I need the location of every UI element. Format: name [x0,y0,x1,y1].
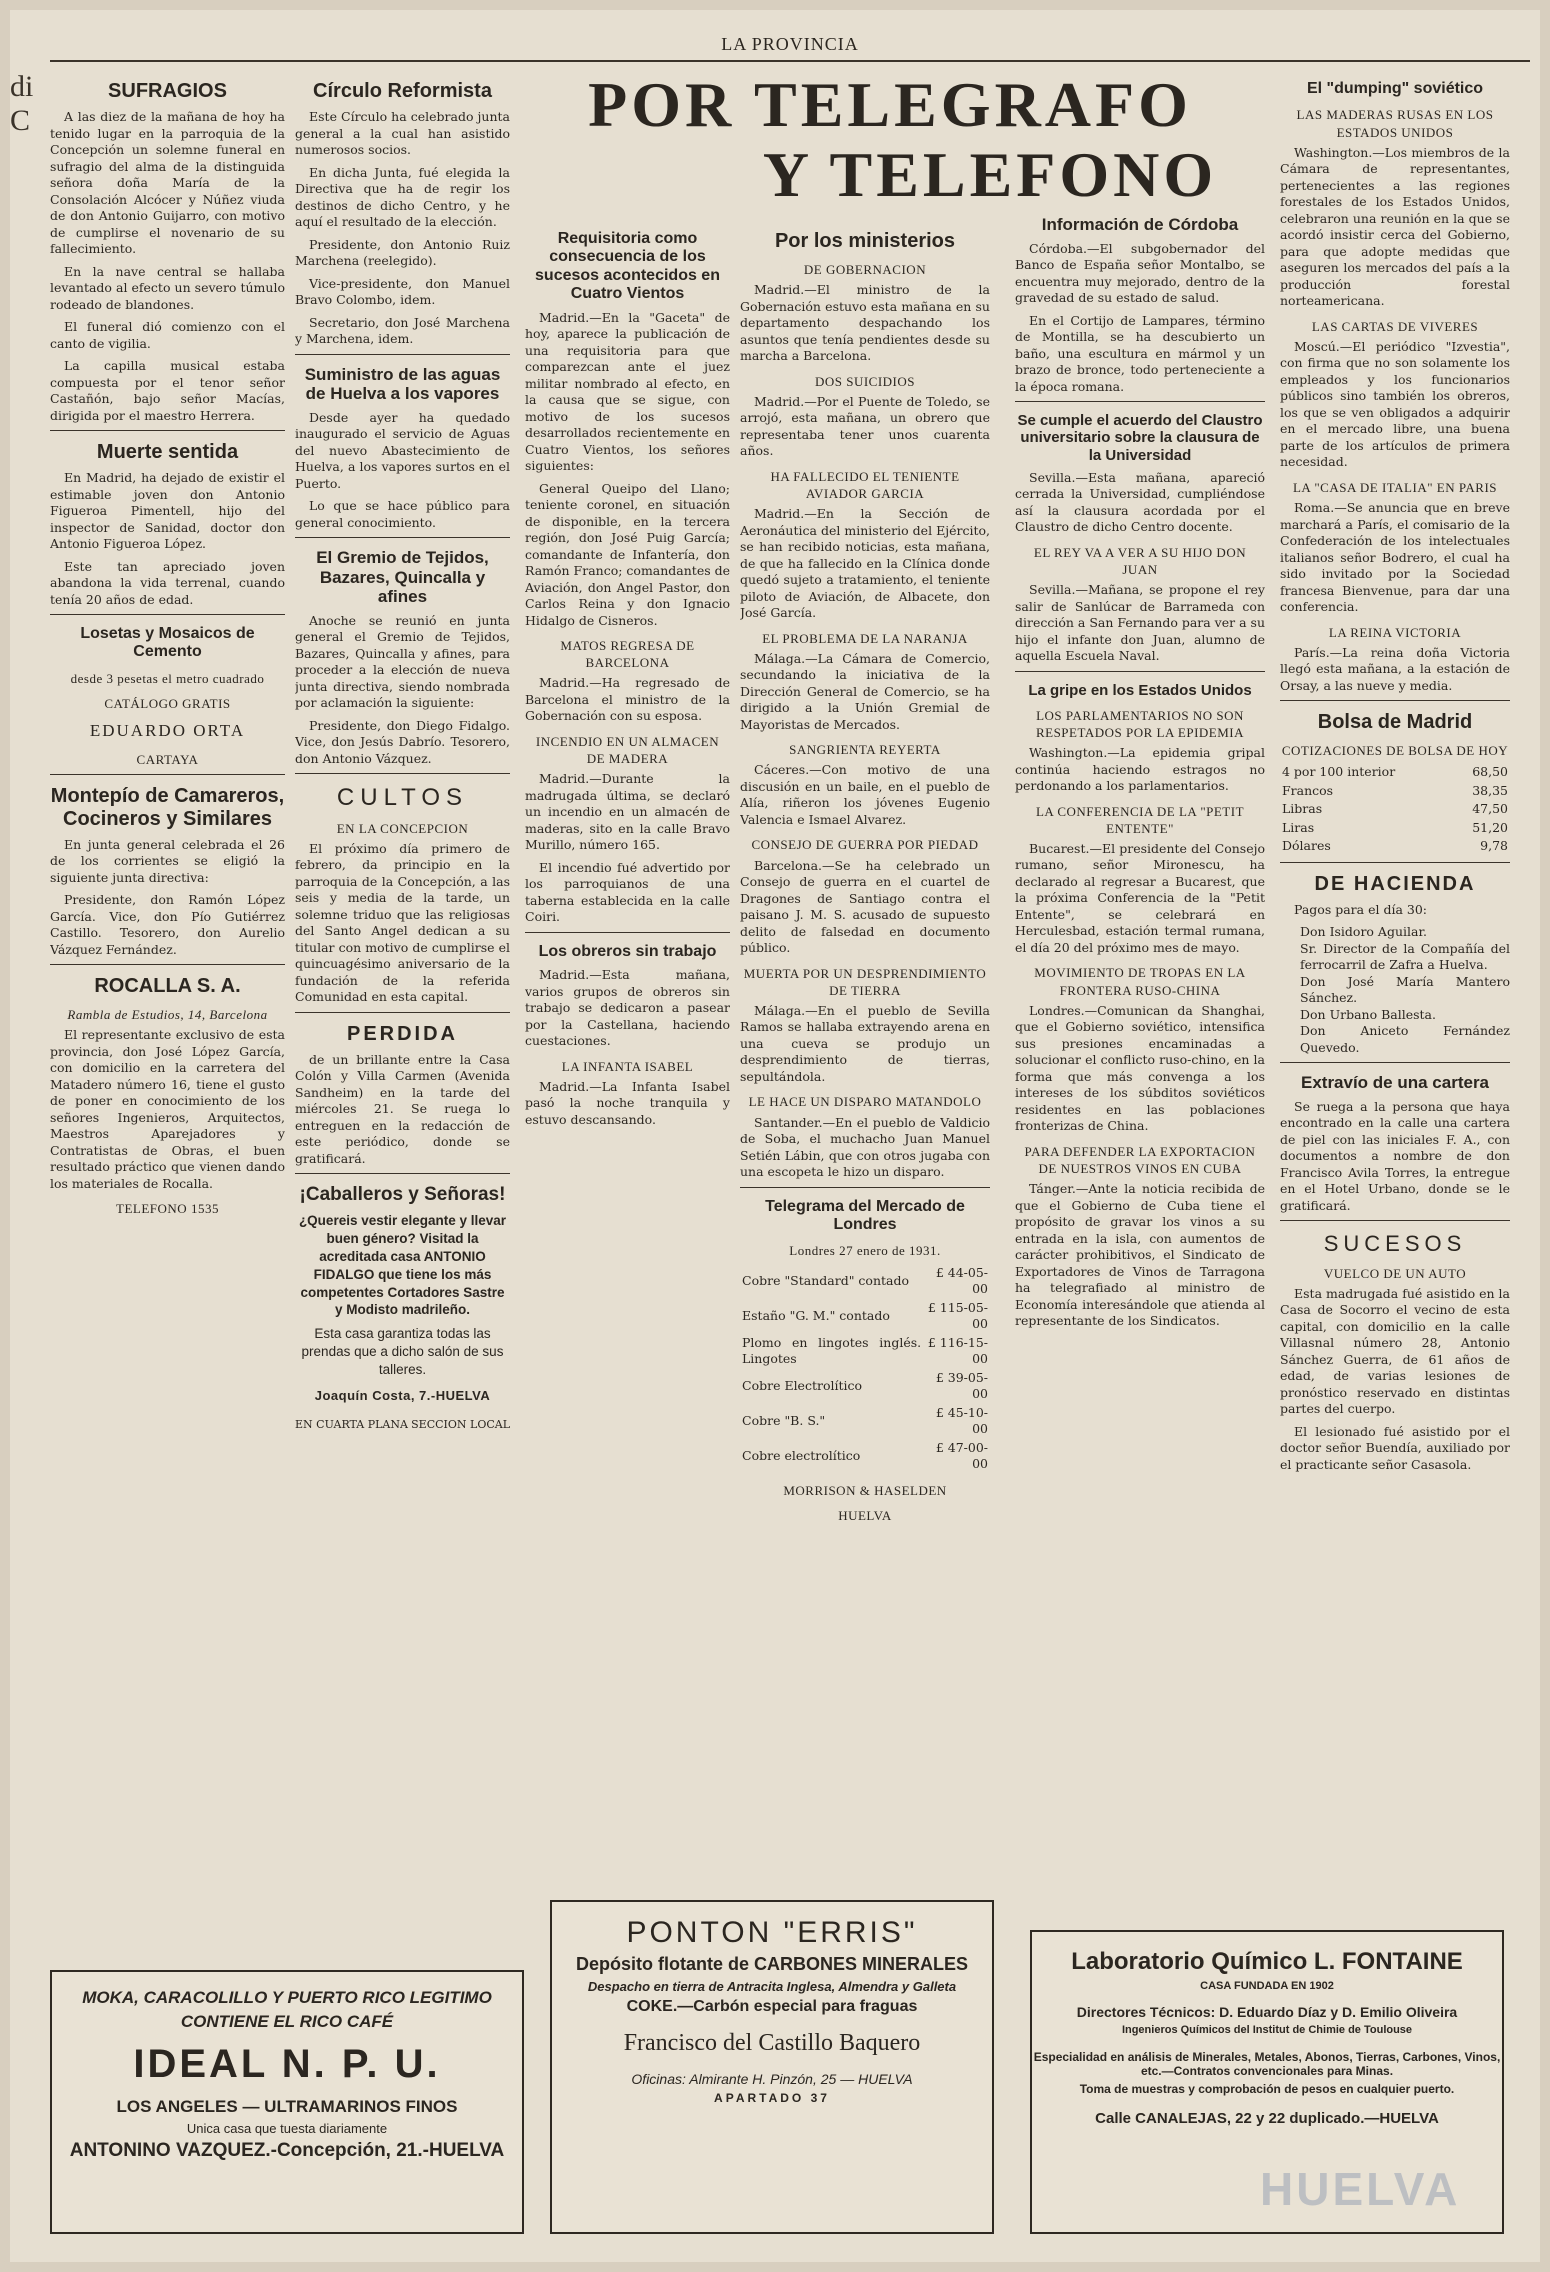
fontaine-line3: Ingenieros Químicos del Institut de Chimie de Toulouse [1121,2024,1413,2036]
consejo-p1: Barcelona.—Se ha celebrado un Consejo de guerra en el cuartel de Dragones de Santiago contra el paisano J. M. S. acusado de supuesto delito de falsedad en documento público. [740,857,990,956]
bolsa-row-value: 38,35 [1472,782,1508,798]
muerta-heading: MUERTA POR UN DESPRENDIMIENTO DE TIERRA [743,965,987,998]
bolsa-subheading: COTIZACIONES DE BOLSA DE HOY [1281,743,1509,759]
telegrama-row-value: £ 116-15-00 [927,1334,988,1366]
bolsa-row [1280,763,1510,782]
montepio-p2: Presidente, don Ramón López García. Vice, don Pío Gutiérrez Castillo. Tesorero, don Aurelio Vázquez Fernández. [50,892,285,957]
bolsa-row-value: 68,50 [1472,764,1508,780]
requisitoria-heading: Requisitoria como consecuencia de los sucesos acontecidos en Cuatro Vientos [535,230,720,303]
bolsa-table [1280,763,1510,856]
divider [1280,700,1510,701]
losetas-heading: Losetas y Mosaicos de Cemento [80,625,255,661]
matos-p1: Madrid.—Ha regresado de Barcelona el ministro de la Gobernación con su esposa. [525,675,730,724]
divider [50,430,285,431]
cultos-heading: CULTOS [336,784,469,812]
divider [50,774,285,775]
consejo-heading: CONSEJO DE GUERRA POR PIEDAD [751,837,979,853]
obreros-p1: Madrid.—Esta mañana, varios grupos de obreros sin trabajo se dedicaron a pasear por la Castellana, haciendo cuestaciones. [525,967,730,1049]
column-3 [525,220,730,1950]
ideal-line2: CONTIENE EL RICO CAFÉ [180,2012,394,2031]
telegrama-row-label: Cobre "Standard" contado [742,1272,910,1288]
sufragios-p3: El funeral dió comienzo con el canto de vigilia. [50,319,285,351]
column-6 [1280,70,1510,1950]
aviador-heading: HA FALLECIDO EL TENIENTE AVIADOR GARCIA [770,468,960,501]
montepio-heading: Montepío de Camareros, Cocineros y Similares [50,784,285,830]
rocalla-heading: ROCALLA S. A. [94,975,241,998]
bolsa-row-label: 4 por 100 interior [1282,764,1396,780]
ponton-line3: COKE.—Carbón especial para fraguas [626,1998,918,2015]
bolsa-row-label: Liras [1282,819,1315,835]
losetas-line1: desde 3 pesetas el metro cuadrado [70,670,265,686]
telegrama-city: HUELVA [838,1507,892,1523]
ponton-line2: Despacho en tierra de Antracita Inglesa, Almendra y Galleta [587,1979,957,1994]
disparo-heading: LE HACE UN DISPARO MATANDOLO [748,1094,982,1110]
telegrama-row-value: £ 39-05-00 [935,1369,988,1401]
dumping-p1: Washington.—Los miembros de la Cámara de representantes, pertenecientes a las regiones forestales de los Estados Unidos, celebraron una reunión en la que se acordó insistir cerca del Gobierno, para que adopte medidas que aseguren los mercados del país a la producción forestal norteamericana. [1280,144,1510,309]
telegrama-table [740,1264,990,1474]
ministerios-heading: Por los ministerios [774,230,956,252]
telegrama-row [740,1369,990,1404]
divider [50,614,285,615]
italia-heading: LA "CASA DE ITALIA" EN PARIS [1292,479,1498,495]
caballeros-p2: Esta casa garantiza todas las prendas que a dicho salón de sus talleres. [301,1326,504,1377]
divider [1015,671,1265,672]
dumping-heading: El "dumping" soviético [1306,80,1484,97]
divider [295,773,510,774]
telegrama-row-label: Cobre "B. S." [742,1412,826,1428]
bolsa-row-value: 47,50 [1472,801,1508,817]
column-1 [50,70,285,1950]
cultos-p1: El próximo día primero de febrero, da principio en la parroquia de la Concepción, a las seis y media de la tarde, un solemne triduo que las religiosas del Santo Angel dedican a su titular con motivo de cumplirse el quincuagésimo aniversario de la fundación de la referida Comunidad en esta capital. [295,840,510,1005]
extravio-heading: Extravío de una cartera [1300,1073,1490,1093]
suministro-p1: Desde ayer ha quedado inaugurado el servicio de Aguas del nuevo Abastecimiento de Huelva, a los vapores surtos en el Puerto. [295,409,510,491]
sucesos-heading: SUCESOS [1323,1231,1467,1257]
incendio-p2: El incendio fué advertido por los parroquianos de una taberna establecida en la calle Coiri. [525,859,730,925]
telegrama-signature: MORRISON & HASELDEN [783,1482,947,1498]
requisitoria-p1: Madrid.—En la "Gaceta" de hoy, aparece la publicación de una requisitoria para que comparezcan ante el juez militar nombrado al efecto, en la causa que se sigue, con motivo de los sucesos desarrollados recientemente en Cuatro Vientos, los señores siguientes: [525,309,730,474]
naranja-p1: Málaga.—La Cámara de Comercio, secundando la iniciativa de la Dirección General de Comercio, se ha dirigido a la Unión Gremial de Mayoristas de Mercados. [740,650,990,732]
fontaine-line2: Directores Técnicos: D. Eduardo Díaz y D. Emilio Oliveira [1076,2004,1458,2020]
fontaine-line4: Especialidad en análisis de Minerales, Metales, Abonos, Tierras, Carbones, Vinos, etc.—Contratos convencionales para Minas. [1033,2050,1501,2078]
bolsa-row-label: Francos [1282,782,1334,798]
infanta-p1: Madrid.—La Infanta Isabel pasó la noche tranquila y estuvo descansando. [525,1078,730,1127]
cartas-heading: LAS CARTAS DE VIVERES [1311,318,1479,334]
extravio-p1: Se ruega a la persona que haya encontrado en la calle una cartera de piel con las iniciales F. A., con documentos a nombre de don Francisco Avila Torres, la entregue en el Hotel Urbano, donde se le gratificará. [1280,1098,1510,1213]
fontaine-line6: Calle CANALEJAS, 22 y 22 duplicado.—HUELVA [1095,2110,1439,2127]
telegrama-row [740,1264,990,1299]
gremio-p2: Presidente, don Diego Fidalgo. Vice, don Jesús Dabrío. Tesorero, don Antonio Vázquez. [295,717,510,766]
telegrafo-header [520,70,1260,210]
ideal-line5: ANTONINO VAZQUEZ.-Concepción, 21.-HUELVA [69,2140,505,2161]
ideal-name: IDEAL N. P. U. [133,2042,441,2086]
hacienda-list-item: Don José María Mantero Sánchez. [1300,973,1510,1006]
ideal-ad [50,1970,524,2234]
reina-heading: LA REINA VICTORIA [1328,624,1462,640]
cordoba-p1: Córdoba.—El subgobernador del Banco de España señor Montalbo, se encuentra muy mejorado, dentro de la gravedad de su estado de salud. [1015,240,1265,306]
reyerta-p1: Cáceres.—Con motivo de una discusión en un baile, en el pueblo de Alía, riñeron los jóvenes Eugenio Valencia e Ismael Alvarez. [740,762,990,827]
cuarta-plana-right: SECCION LOCAL [411,1417,510,1431]
telegrama-row-value: £ 47-00-00 [935,1439,988,1471]
telegrama-heading: Telegrama del Mercado de Londres [765,1197,965,1233]
rocalla-telephone: TELEFONO 1535 [116,1201,219,1217]
reyerta-heading: SANGRIENTA REYERTA [789,742,941,758]
sufragios-p1: A las diez de la mañana de hoy ha tenido lugar en la parroquia de la Concepción un solemne funeral en sufragio del alma de la distinguida señora doña María de la Consolación Alcócer y Núñez viuda de don Antonio Guijarro, con motivo de cumplirse el novenario de su fallecimiento. [50,109,285,256]
telegrafo-header-line2: Y TELEFONO [762,139,1218,210]
muerte-p2: Este tan apreciado joven abandona la vida terrenal, cuando tenía 20 años de edad. [50,558,285,607]
ponton-line6: APARTADO 37 [714,2091,830,2105]
sufragios-p2: En la nave central se hallaba levantado al efecto un severo túmulo rodeado de blandones. [50,263,285,312]
sucesos-p1: Esta madrugada fué asistido en la Casa de Socorro el vecino de esta capital, con domicilio en la calle Villasnal número 28, Antonio Sánchez Guerra, de 61 años de edad, de varias lesiones de pronóstico reservado en distintas partes del cuerpo. [1280,1285,1510,1417]
requisitoria-p2: General Queipo del Llano; teniente coronel, en situación de disponible, en la tercera región, don José Puig García; comandante de Infantería, don Ramón Franco; comandantes de Aviación, don Angel Pastor, don Carlos Reina y don Ignacio Hidalgo de Cisneros. [525,480,730,628]
montepio-p1: En junta general celebrada el 26 de los corrientes se eligió la siguiente junta directiva: [50,836,285,885]
telegrama-row-label: Cobre electrolítico [742,1447,861,1463]
column-2 [295,70,510,1950]
muerte-heading: Muerte sentida [96,441,239,463]
caballeros-heading: ¡Caballeros y Señoras! [299,1184,506,1206]
rey-heading: EL REY VA A VER A SU HIJO DON JUAN [1033,544,1247,577]
divider [1015,401,1265,402]
suministro-heading: Suministro de las aguas de Huelva a los vapores [304,364,501,404]
gripe-subheading: LOS PARLAMENTARIOS NO SON RESPETADOS POR LA EPIDEMIA [1035,707,1245,741]
telegrama-row-label: Estaño "G. M." contado [742,1307,890,1323]
circulo-heading: Círculo Reformista [313,80,492,102]
sucesos-p2: El lesionado fué asistido por el doctor señor Buendía, auxiliado por el practicante señor Casasola. [1280,1423,1510,1472]
ponton-ad [550,1900,994,2234]
caballeros-p1: ¿Quereis vestir elegante y llevar buen género? Visitad la acreditada casa ANTONIO FIDALGO que tiene los más competentes Cortadores Sastre y Modisto madrileño. [298,1213,507,1318]
vinos-heading: PARA DEFENDER LA EXPORTACION DE NUESTROS VINOS EN CUBA [1024,1143,1256,1176]
ponton-line4: Francisco del Castillo Baquero [623,2030,921,2056]
archive-watermark: HUELVA [1260,2163,1461,2215]
masthead [50,32,1530,62]
fontaine-line5: Toma de muestras y comprobación de pesos en cualquier puerto. [1079,2082,1455,2096]
matos-heading: MATOS REGRESA DE BARCELONA [560,638,695,671]
ponton-line5: Oficinas: Almirante H. Pinzón, 25 — HUELVA [631,2071,913,2087]
disparo-p1: Santander.—En el pueblo de Valdicio de Soba, el muchacho Juan Manuel Setién Lábin, que con otros jugaba con una escopeta le hizo un disparo. [740,1114,990,1180]
telegrama-row-label: Plomo en lingotes inglés. Lingotes [742,1334,922,1366]
italia-p1: Roma.—Se anuncia que en breve marchará a París, el comisario de la Confederación de los intelectuales italianos señor Bodrero, el cual ha sido invitado por la Sociedad francesa Bienvenue, para dar una conferencia. [1280,500,1510,615]
cartas-p1: Moscú.—El periódico "Izvestia", con firma que no son solamente los empleados y los funcionarios públicos sino también los obreros, los que se ven obligados a adquirir en el mercado libre, una buena parte de los artículos de primera necesidad. [1280,338,1510,470]
divider [295,1173,510,1174]
bolsa-row [1280,819,1510,838]
perdida-heading: PERDIDA [346,1022,458,1045]
rey-p1: Sevilla.—Mañana, se propone el rey salir de Sanlúcar de Barrameda con dirección a San Fernando para ver a su hijo el infante don Juan, alumno de aquella Escuela Naval. [1015,582,1265,664]
telegrafo-header-line1: POR TELEGRAFO [588,69,1192,140]
suicidios-heading: DOS SUICIDIOS [814,373,916,389]
ideal-line3: LOS ANGELES — ULTRAMARINOS FINOS [116,2097,458,2116]
petit-p1: Bucarest.—El presidente del Consejo rumano, señor Mironescu, ha declarado al regresar a Bucarest, que la próxima Conferencia de la "Petit Entente", se celebrará en Herculesbad, estación termal rumana, el día 20 del próximo mes de mayo. [1015,840,1265,955]
perdida-p1: de un brillante entre la Casa Colón y Villa Carmen (Avenida Sandheim) en la tarde del miércoles 21. Se ruega lo entreguen en la redacción de este periódico, donde se gratificará. [295,1051,510,1166]
suicidios-p1: Madrid.—Por el Puente de Toledo, se arrojó, esta mañana, un obrero que representaba tener unos cuarenta años. [740,393,990,459]
telegrama-row [740,1299,990,1334]
telegrama-row-value: £ 115-05-00 [927,1299,988,1331]
petit-heading: LA CONFERENCIA DE LA "PETIT ENTENTE" [1035,803,1245,836]
losetas-line2: CATÁLOGO GRATIS [104,695,231,711]
gremio-heading: El Gremio de Tejidos, Bazares, Quincalla y afines [316,548,489,607]
circulo-p2: En dicha Junta, fué elegida la Directiva que ha de regir los destinos de dicho Centro, y he aquí el resultado de la elección. [295,164,510,229]
bolsa-row-value: 9,78 [1480,838,1508,854]
circulo-p4: Vice-presidente, don Manuel Bravo Colombo, idem. [295,275,510,307]
telegrama-date: Londres 27 enero de 1931. [789,1243,941,1259]
telegrama-row [740,1439,990,1474]
tropas-heading: MOVIMIENTO DE TROPAS EN LA FRONTERA RUSO-CHINA [1034,965,1246,998]
left-edge-fragment: di C [10,70,34,137]
bolsa-row [1280,837,1510,856]
vinos-p1: Tánger.—Ante la noticia recibida de que el Gobierno de Cuba tiene el propósito de gravar los vinos a su entrada en la isla, con aumentos de carácter prohibitivos, el Sindicato de Exportadores de Vinos de Tarragona ha telegrafiado al ministro de Economía interesándole que atienda al representante de los Sindicatos. [1015,1181,1265,1329]
reina-p1: París.—La reina doña Victoria llegó esta mañana, a la estación de Orsay, a las nueve y media. [1280,644,1510,693]
cordoba-p2: En el Cortijo de Lampares, término de Montilla, se ha descubierto un baño, una escultura en mármol y un brazo de bronce, todo perteneciente a la época romana. [1015,312,1265,394]
telegrama-row [740,1334,990,1369]
hacienda-p1: Pagos para el día 30: [1294,901,1427,917]
telegrama-row [740,1404,990,1439]
fontaine-name: Laboratorio Químico L. FONTAINE [1071,1948,1463,1975]
divider [1280,862,1510,863]
gripe-p1: Washington.—La epidemia gripal continúa haciendo estragos no perdonando a los parlamentarios. [1015,745,1265,794]
hacienda-heading: DE HACIENDA [1314,872,1476,895]
tropas-p1: Londres.—Comunican da Shanghai, que el Gobierno soviético, intensifica sus presiones encaminadas a solucionar el conflicto ruso-chino, en la forma que más convenga a los intereses de los súbditos soviéticos residentes en las poblaciones fronterizas de China. [1015,1002,1265,1134]
bolsa-row-value: 51,20 [1472,819,1508,835]
masthead-title: LA PROVINCIA [721,34,859,54]
infanta-heading: LA INFANTA ISABEL [561,1058,694,1074]
newspaper-page [10,10,1540,2262]
hacienda-list [1280,924,1510,1056]
ideal-line4: Unica casa que tuesta diariamente [186,2121,388,2136]
cordoba-heading: Información de Córdoba [1041,215,1239,234]
gobernacion-p1: Madrid.—El ministro de la Gobernación estuvo esta mañana en su departamento despachando los asuntos que tenía pendientes desde su marcha a Barcelona. [740,282,990,364]
telegrama-row-value: £ 45-10-00 [935,1404,988,1436]
ponton-line1: Depósito flotante de CARBONES MINERALES [575,1954,969,1974]
gremio-p1: Anoche se reunió en junta general el Gremio de Tejidos, Bazares, Quincalla y afines, para proceder a la elección de nueva junta directiva, siendo nombrada por aclamación la siguiente: [295,612,510,711]
suministro-p2: Lo que se hace público para general conocimiento. [295,498,510,530]
bolsa-row [1280,782,1510,801]
divider [295,1012,510,1013]
divider [740,1187,990,1188]
gobernacion-subheading: DE GOBERNACION [803,262,927,277]
bolsa-row-label: Libras [1282,801,1323,817]
losetas-line3: EDUARDO ORTA [89,721,246,741]
aviador-p1: Madrid.—En la Sección de Aeronáutica del ministerio del Ejército, se han recibido noticias, esta mañana, de que ha fallecido en la Clínica donde quedó sujeto a tratamiento, el teniente piloto de Aviación, de Albacete, don José García. [740,506,990,621]
ponton-name: PONTON "ERRIS" [626,1916,918,1949]
telegrama-row-value: £ 44-05-00 [935,1264,988,1296]
sufragios-heading: SUFRAGIOS [108,80,227,102]
column-4 [740,220,990,1950]
obreros-heading: Los obreros sin trabajo [538,942,717,960]
muerte-p1: En Madrid, ha dejado de existir el estimable joven don Antonio Figueroa Pimentell, hijo del inspector de Sanidad, doctor don Antonio Figueroa López. [50,470,285,551]
cuarta-plana-left: EN CUARTA PLANA [295,1417,408,1431]
circulo-p1: Este Círculo ha celebrado junta general a la cual han asistido numerosos socios. [295,109,510,157]
divider [1280,1062,1510,1063]
hacienda-list-item: Don Isidoro Aguilar. [1300,924,1428,940]
hacienda-list-item: Sr. Director de la Compañía del ferrocarril de Zafra a Huelva. [1300,940,1510,973]
divider [1280,1220,1510,1221]
divider [50,964,285,965]
telegrama-row-label: Cobre Electrolítico [742,1377,863,1393]
column-5 [1015,205,1265,1950]
divider [295,354,510,355]
caballeros-address: Joaquín Costa, 7.-HUELVA [314,1387,491,1403]
circulo-p5: Secretario, don José Marchena y Marchena, idem. [295,314,510,346]
bolsa-heading: Bolsa de Madrid [1317,711,1473,734]
divider [295,537,510,538]
claustro-heading: Se cumple el acuerdo del Claustro universitario sobre la clausura de la Universidad [1017,412,1263,464]
fontaine-line1: CASA FUNDADA EN 1902 [1200,1980,1334,1992]
bolsa-row-label: Dólares [1282,838,1331,854]
bolsa-row [1280,800,1510,819]
rocalla-address: Rambla de Estudios, 14, Barcelona [67,1007,268,1023]
losetas-line4: CARTAYA [136,751,199,767]
dumping-subheading: LAS MADERAS RUSAS EN LOS ESTADOS UNIDOS [1296,107,1494,140]
claustro-p1: Sevilla.—Esta mañana, apareció cerrada la Universidad, cumpliéndose así la clausura acordada por el Claustro de dicho Centro docente. [1015,469,1265,535]
naranja-heading: EL PROBLEMA DE LA NARANJA [762,630,968,646]
cultos-subheading: EN LA CONCEPCION [336,820,469,836]
sufragios-p4: La capilla musical estaba compuesta por el tenor señor Castañón, bajo señor Macías, dirigida por el maestro Herrera. [50,358,285,423]
sucesos-subheading: VUELCO DE UN AUTO [1323,1265,1467,1281]
hacienda-list-item: Don Aniceto Fernández Quevedo. [1300,1023,1510,1055]
hacienda-list-item: Don Urbano Ballesta. [1300,1006,1436,1022]
incendio-heading: INCENDIO EN UN ALMACEN DE MADERA [535,733,720,767]
rocalla-p1: El representante exclusivo de esta provincia, don José López García, con domicilio en la carretera del Matadero número 16, tiene el gusto de poner en conocimiento de los señores Ingenieros, Arquitectos, Maestros Aparejadores y Contratistas de Obras, el buen resultado práctico que vienen dando los materiales de Rocalla. [50,1027,285,1191]
incendio-p1: Madrid.—Durante la madrugada última, se declaró un incendio en un almacén de maderas, sito en la calle Bravo Murillo, número 165. [525,771,730,853]
muerta-p1: Málaga.—En el pueblo de Sevilla Ramos se hallaba extrayendo arena en una cueva se produjo un desprendimiento de tierras, sepultándola. [740,1002,990,1084]
circulo-p3: Presidente, don Antonio Ruiz Marchena (reelegido). [295,236,510,268]
divider [525,932,730,933]
ideal-line1: MOKA, CARACOLILLO Y PUERTO RICO LEGITIMO [82,1988,492,2007]
gripe-heading: La gripe en los Estados Unidos [1028,681,1252,699]
cuarta-plana-note [295,1418,510,1433]
